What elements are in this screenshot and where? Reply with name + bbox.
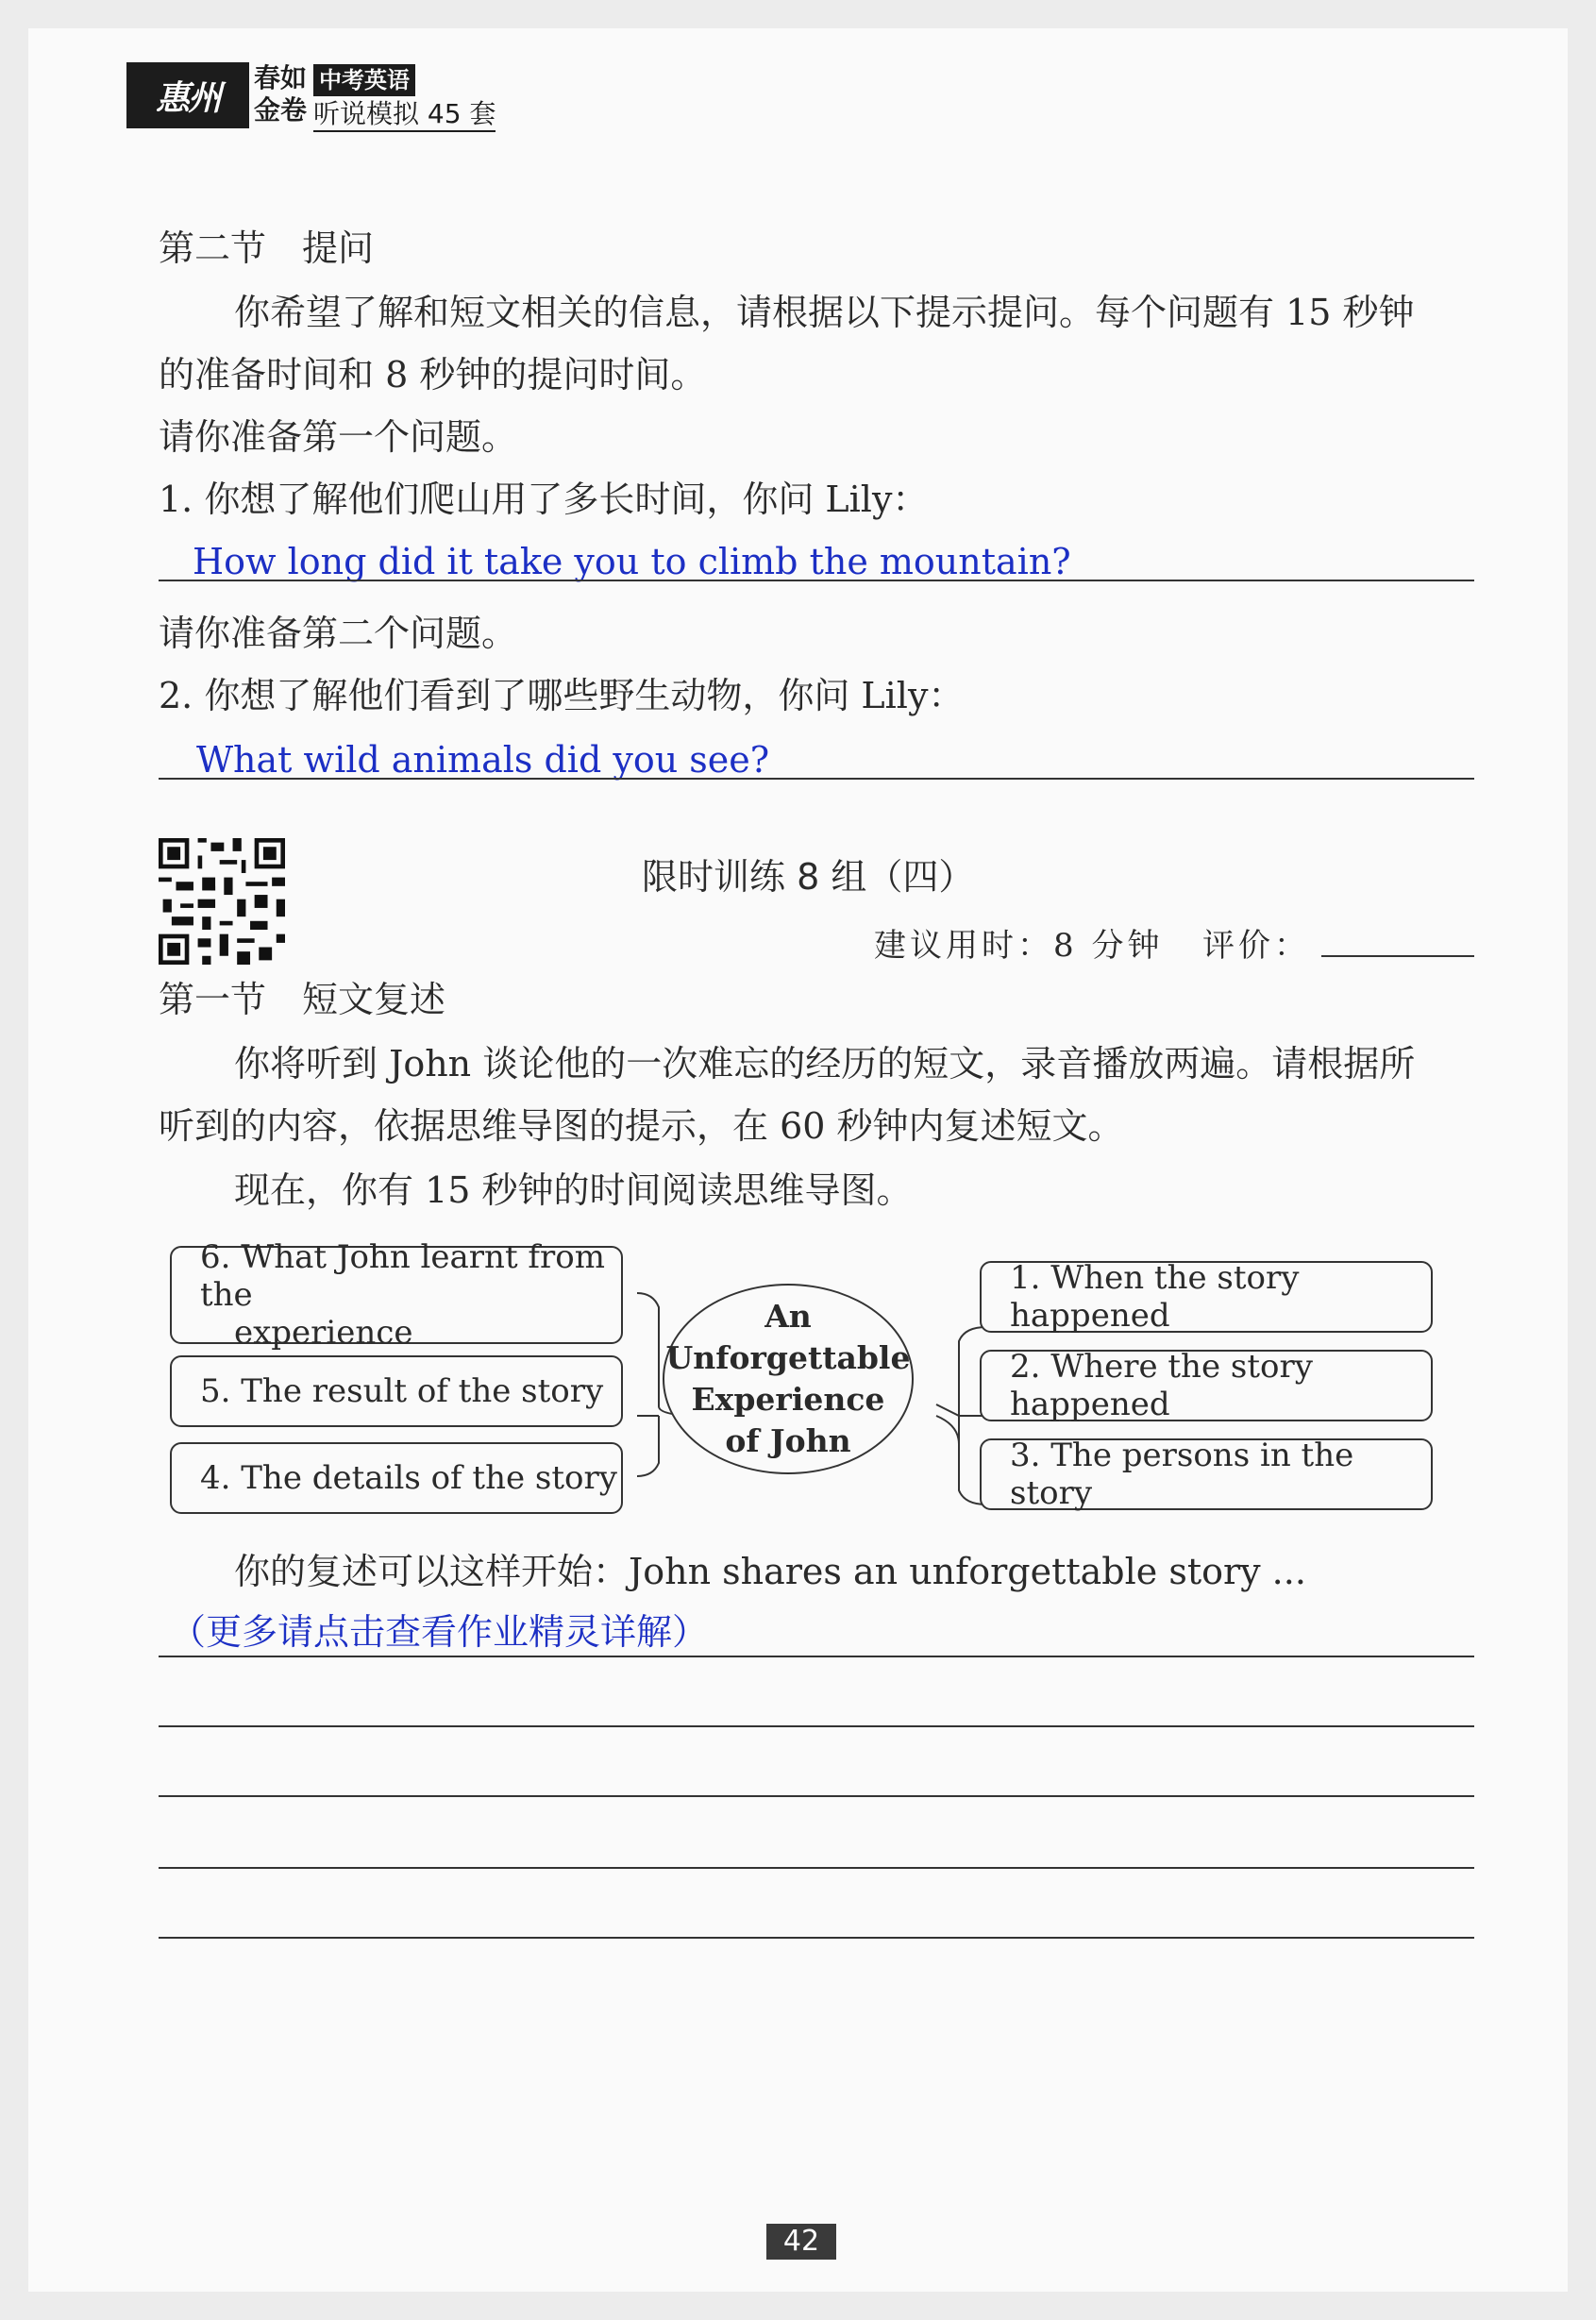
section1-instruction-line2: 听到的内容，依据思维导图的提示，在 60 秒钟内复述短文。 (159, 1105, 1124, 1147)
question1-answer: How long did it take you to climb the mountain? (193, 541, 1071, 582)
question2-prompt: 2. 你想了解他们看到了哪些野生动物，你问 Lily： (159, 675, 965, 716)
question1-prep: 请你准备第一个问题。 (159, 416, 518, 458)
suggested-time: 建议用时：8 分钟 (874, 927, 1164, 965)
mindmap-right-box-3: 3. The persons in the story (980, 1438, 1433, 1510)
publisher-logo: 惠州 (126, 62, 249, 128)
rating-label: 评价： (1202, 927, 1310, 965)
question2-answer: What wild animals did you see? (196, 739, 770, 781)
rating-blank[interactable] (1321, 955, 1474, 957)
group-title: 限时训练 8 组（四） (642, 856, 975, 898)
more-details-link[interactable]: （更多请点击查看作业精灵详解） (170, 1611, 709, 1653)
writing-line-3[interactable] (159, 1795, 1474, 1797)
worksheet-page (28, 28, 1568, 2292)
answer2-line (159, 778, 1474, 780)
section2-heading: 第二节 提问 (159, 227, 375, 269)
series-subtitle: 听说模拟 45 套 (313, 98, 496, 132)
brand-name: 春如金卷 (253, 62, 307, 126)
section1-heading: 第一节 短文复述 (159, 979, 446, 1020)
mindmap-left-box-6: 6. What John learnt from the experience (170, 1246, 623, 1344)
mindmap-right-box-1: 1. When the story happened (980, 1261, 1433, 1333)
retell-start-hint: 你的复述可以这样开始：John shares an unforgettable story ... (234, 1551, 1306, 1592)
section2-instruction-line2: 的准备时间和 8 秒钟的提问时间。 (159, 354, 707, 395)
writing-line-1[interactable] (159, 1656, 1474, 1657)
series-title: 中考英语 (313, 64, 415, 96)
question1-prompt: 1. 你想了解他们爬山用了多长时间，你问 Lily： (159, 479, 929, 520)
section1-instruction-line1: 你将听到 John 谈论他的一次难忘的经历的短文，录音播放两遍。请根据所 (234, 1043, 1416, 1084)
mindmap-right-box-2: 2. Where the story happened (980, 1350, 1433, 1421)
question2-prep: 请你准备第二个问题。 (159, 613, 518, 654)
page-number: 42 (766, 2224, 836, 2260)
answer1-line (159, 580, 1474, 581)
mindmap-left-box-4: 4. The details of the story (170, 1442, 623, 1514)
writing-line-5[interactable] (159, 1937, 1474, 1939)
writing-line-4[interactable] (159, 1867, 1474, 1869)
section1-instruction-line3: 现在，你有 15 秒钟的时间阅读思维导图。 (234, 1169, 913, 1211)
section2-instruction-line1: 你希望了解和短文相关的信息，请根据以下提示提问。每个问题有 15 秒钟 (234, 292, 1415, 333)
mindmap-left-box-5: 5. The result of the story (170, 1355, 623, 1427)
qr-code-icon[interactable] (159, 838, 285, 965)
mindmap-center-topic: An Unforgettable Experience of John (663, 1284, 914, 1474)
writing-line-2[interactable] (159, 1725, 1474, 1727)
